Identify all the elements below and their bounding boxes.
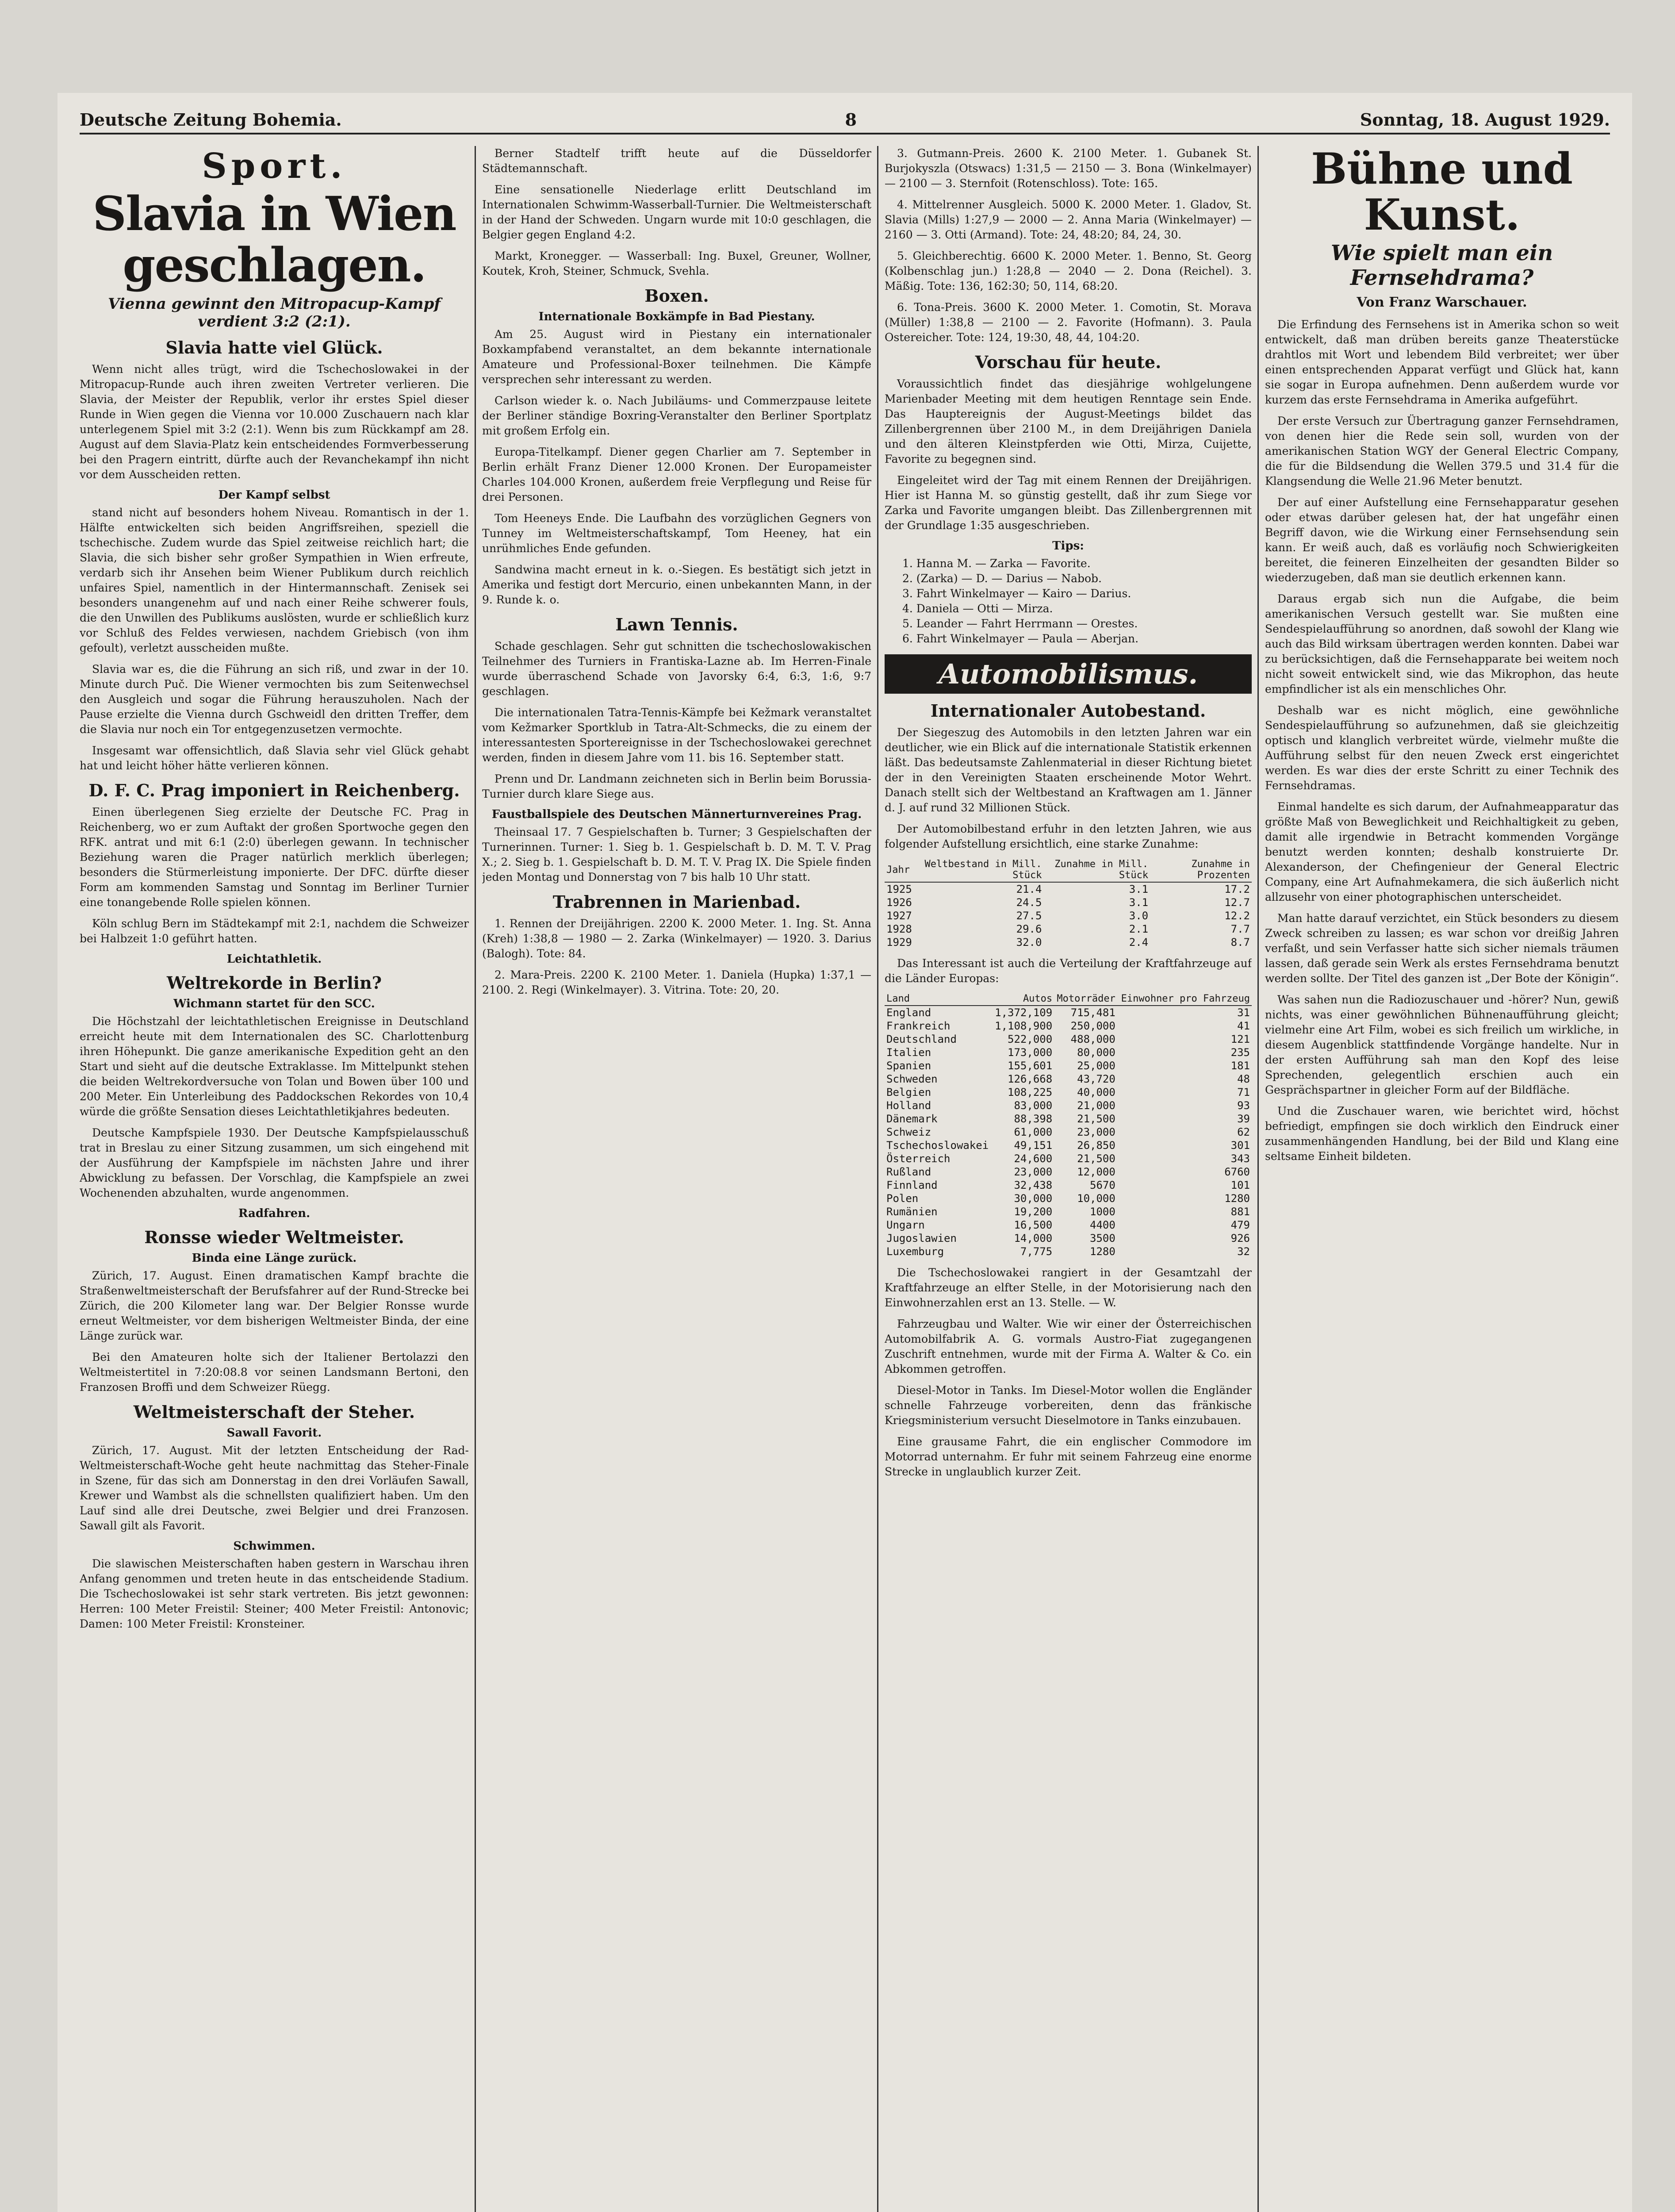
subheadline: Binda eine Länge zurück. <box>192 1252 357 1265</box>
table-cell: 3.0 <box>1129 910 1149 922</box>
article-paragraph: Köln schlug Bern im Städtekampf mit 2:1, nachdem die Schweizer bei Halbzeit 1:0 geführt hatten. <box>80 917 469 945</box>
table-cell: 83,000 <box>1014 1099 1053 1112</box>
table-row <box>885 1218 1252 1232</box>
tips-heading: Tips: <box>1052 539 1084 553</box>
table-row <box>885 1112 1252 1125</box>
newspaper-page <box>57 93 1632 2212</box>
article-paragraph: 1. Rennen der Dreijährigen. 2200 K. 2000 Meter. 1. Ing. St. Anna (Kreh) 1:38,8 — 1980 — 2. Zarka (Winkelmayer) — 1920. 3. Darius (Balogh). Tote: 84. <box>482 917 871 960</box>
table-cell: Belgien <box>886 1086 931 1098</box>
article-paragraph: Was sahen nun die Radiozuschauer und -hörer? Nun, gewiß nichts, was einer gewöhnlichen Bühnenaufführung gleicht; vielmehr eine Art Film, wobei es sich freilich um wirkliche, in diesem Augenblick stattfindende Vorgänge handelte. Nur in der ersten Aufführung sah man den Kopf des leise Sprechenden, gelegentlich erschien auch ein Gesprächspartner in gleicher Form auf der Bildfläche. <box>1265 993 1619 1096</box>
article-paragraph: Der auf einer Aufstellung eine Fernsehapparatur gesehen oder etwas darüber gelesen hat, der hat ungefähr einen Begriff davon, wie die Wirkung einer Fernsehsendung sein kann. Er weiß auch, daß es vorläufig noch Schwierigkeiten bereitet, die feineren Einzelheiten der gesandten Bilder so wiederzugeben, daß man sie deutlich erkennen kann. <box>1265 496 1619 584</box>
table-row <box>885 882 1252 896</box>
table-cell: Deutschland <box>886 1033 957 1045</box>
article-paragraph: Berner Stadtelf trifft heute auf die Düsseldorfer Städtemannschaft. <box>482 147 871 175</box>
world-car-stock-table <box>885 858 1252 949</box>
table-cell: 101 <box>1230 1179 1250 1191</box>
paper-name: Deutsche Zeitung Bohemia. <box>80 109 342 130</box>
table-cell: 12.2 <box>1224 910 1250 922</box>
subheadline: Der Kampf selbst <box>218 488 330 502</box>
table-cell: 26,850 <box>1077 1139 1115 1152</box>
article-paragraph: Die internationalen Tatra-Tennis-Kämpfe bei Kežmark veranstaltet vom Kežmarker Sportklub in Tatra-Alt-Schmecks, die zu einem der interessantesten Sportereignisse in der Tschechoslowakei gerechnet werden, finden in diesem Jahre vom 11. bis 16. September statt. <box>482 706 871 764</box>
tip-item: 6. Fahrt Winkelmayer — Paula — Aberjan. <box>902 632 1139 645</box>
sport-column-3 <box>885 146 1252 2212</box>
table-row <box>885 1139 1252 1152</box>
table-cell: 43,720 <box>1077 1073 1115 1085</box>
headline-deck: Vienna gewinnt den Mitropacup-Kampf verdient 3:2 (2:1). <box>107 295 441 330</box>
table-cell: 30,000 <box>1014 1192 1053 1205</box>
column-header: Land <box>885 992 992 1006</box>
section-label: Radfahren. <box>238 1207 310 1220</box>
page-number: 8 <box>845 109 857 130</box>
article-paragraph: Voraussichtlich findet das diesjährige wohlgelungene Marienbader Meeting mit dem heutigen Renntage sein Ende. Das Hauptereignis der August-Meetings bildet das Zillenbergrennen über 2100 M., in dem Dreijährigen Daniela und den älteren Kleinstpferden wie Otti, Mirza, Cuijette, Favorite zu begegnen sind. <box>885 377 1252 465</box>
article-paragraph: Die Tschechoslowakei rangiert in der Gesamtzahl der Kraftfahrzeuge an elfter Stelle, in der Motorisierung nach den Einwohnerzahlen erst an 13. Stelle. — W. <box>885 1266 1252 1309</box>
table-cell: 7,775 <box>1020 1245 1053 1258</box>
table-cell: 881 <box>1230 1206 1250 1218</box>
table-cell: Italien <box>886 1046 931 1059</box>
table-cell: 926 <box>1230 1232 1250 1244</box>
table-cell: Rußland <box>886 1166 931 1178</box>
arts-section-title: Bühne und Kunst. <box>1311 146 1573 240</box>
table-cell: 71 <box>1237 1086 1250 1098</box>
table-row <box>885 1046 1252 1059</box>
table-row <box>885 1125 1252 1139</box>
article-paragraph: Carlson wieder k. o. Nach Jubiläums- und Commerzpause leitete der Berliner ständige Boxring-Veranstalter den Berliner Sportplatz mit großem Erfolg ein. <box>482 394 871 437</box>
article-headline: Weltrekorde in Berlin? <box>167 973 382 993</box>
table-cell: 181 <box>1230 1060 1250 1072</box>
tip-item: 3. Fahrt Winkelmayer — Kairo — Darius. <box>902 587 1131 600</box>
column-rule <box>1257 146 1259 2212</box>
article-paragraph: Insgesamt war offensichtlich, daß Slavia sehr viel Glück gehabt hat und leicht höher hätte verlieren können. <box>80 744 469 772</box>
article-headline: Internationaler Autobestand. <box>930 701 1206 721</box>
tips-list <box>902 556 1252 646</box>
table-row <box>885 1019 1252 1033</box>
article-paragraph: Schade geschlagen. Sehr gut schnitten die tschechoslowakischen Teilnehmer des Turniers in Frantiska-Lazne ab. Im Herren-Finale wurde überraschend Schade von Javorsky 6:4, 6:3, 1:6, 9:7 geschlagen. <box>482 640 871 698</box>
table-cell: 108,225 <box>1008 1086 1053 1098</box>
tip-item: 4. Daniela — Otti — Mirza. <box>902 602 1053 615</box>
table-row <box>885 1165 1252 1179</box>
article-paragraph: Man hatte darauf verzichtet, ein Stück besonders zu diesem Zweck schreiben zu lassen; es war schon vor dreißig Jahren verfaßt, und sein Verfasser hatte sich sicher niemals träumen lassen, daß gerade sein Werk als erstes Fernsehdrama benutzt werden sollte. Der Titel des ganzen ist „Der Bote der Königin“. <box>1265 912 1619 985</box>
table-cell: 1926 <box>886 896 912 909</box>
table-cell: 80,000 <box>1077 1046 1115 1059</box>
table-cell: Schweiz <box>886 1126 931 1138</box>
table-cell: 10,000 <box>1077 1192 1115 1205</box>
article-paragraph: Das Interessant ist auch die Verteilung der Kraftfahrzeuge auf die Länder Europas: <box>885 957 1252 985</box>
table-header-row <box>885 992 1252 1006</box>
article-paragraph: Die Erfindung des Fernsehens ist in Amerika schon so weit entwickelt, daß man drüben bereits ganze Theaterstücke drahtlos mit Wort und lebendem Bild verbreitet; wer über einen entsprechenden Apparat verfügt und Glück hat, kann sie sogar in Europa aufnehmen. Denn außerdem wurde vor kurzem das erste Fernsehdrama in Amerika aufgeführt. <box>1265 318 1619 406</box>
subheadline: Faustballspiele des Deutschen Männerturnvereines Prag. <box>491 808 862 821</box>
section-label: Leichtathletik. <box>226 952 322 966</box>
table-cell: 24.5 <box>1016 896 1042 909</box>
table-cell: 29.6 <box>1016 923 1042 935</box>
table-cell: 88,398 <box>1014 1113 1053 1125</box>
table-row <box>885 1192 1252 1205</box>
table-row <box>885 1232 1252 1245</box>
table-cell: 14,000 <box>1014 1232 1053 1244</box>
column-rule <box>475 146 476 2212</box>
subheadline: Wichmann startet für den SCC. <box>173 997 375 1010</box>
article-paragraph: Und die Zuschauer waren, wie berichtet wird, höchst befriedigt, empfingen sie doch wirklich den Eindruck einer zusammenhängenden Handlung, bei der Bild und Klang eine seltsame Einheit bildeten. <box>1265 1105 1619 1163</box>
article-paragraph: stand nicht auf besonders hohem Niveau. Romantisch in der 1. Hälfte entwickelten sich beiden Angriffsreihen, speziell die tschechische. Zudem wurde das Spiel zeitweise reichlich hart; die Slavia, die sich bisher sehr großer Sympathien in Wien erfreute, verdarb sich ihr Ansehen beim Wiener Publikum durch reichlich unfaires Spiel, namentlich in der Hintermannschaft. Zenisek sei besonders unangenehm auf und nach einer Reihe schwerer fouls, die den Unwillen des Publikums auslösten, wurde er schließlich kurz vor Schluß des Feldes verwiesen, nachdem Griebisch (von ihm gefoult), verletzt ausscheiden mußte. <box>80 506 469 654</box>
table-cell: 23,000 <box>1014 1166 1053 1178</box>
sport-column-2 <box>482 146 871 2212</box>
subheadline: Sawall Favorit. <box>226 1426 322 1440</box>
article-paragraph: Am 25. August wird in Piestany ein internationaler Boxkampfabend veranstaltet, an dem bekannte internationale Amateure und Professional-Boxer teilnehmen. Die Kämpfe versprechen sehr interessant zu werden. <box>482 328 871 386</box>
table-cell: 21,500 <box>1077 1152 1115 1165</box>
article-paragraph: Deutsche Kampfspiele 1930. Der Deutsche Kampfspielausschuß trat in Breslau zu einer Sitzung zusammen, um sich eingehend mit der Ausführung der Kampfspiele im nächsten Jahre und ihrer Abwicklung zu befassen. Der Vorschlag, die Kampfspiele an zwei Wochenenden abzuhalten, wurde angenommen. <box>80 1126 469 1199</box>
table-row <box>885 1152 1252 1165</box>
column-header: Zunahme in Mill. Stück <box>1043 858 1150 882</box>
table-cell: 21,500 <box>1077 1113 1115 1125</box>
main-headline: Slavia in Wien geschlagen. <box>92 186 456 292</box>
table-cell: Tschechoslowakei <box>886 1139 989 1152</box>
article-paragraph: 2. Mara-Preis. 2200 K. 2100 Meter. 1. Daniela (Hupka) 1:37,1 — 2100. 2. Regi (Winkelmayer). 3. Vitrina. Tote: 20, 20. <box>482 968 871 996</box>
article-paragraph: Daraus ergab sich nun die Aufgabe, die beim amerikanischen Versuch gestellt war. Sie mußten eine Sendespielaufführung so anordnen, daß sowohl der Klang wie auch das Bild wirksam übertragen werden konnten. Dabei war zu berücksichtigen, daß die Fernsehapparate bei weitem noch nicht soweit entwickelt sind, wie das Mikrophon, das heute empfindlicher ist als ein menschliches Ohr. <box>1265 592 1619 695</box>
article-paragraph: Wenn nicht alles trügt, wird die Tschechoslowakei in der Mitropacup-Runde auch ihren zweiten Vertreter verlieren. Die Slavia, der Meister der Republik, verlor ihr erstes Spiel dieser Runde in Wien gegen die Vienna vor 10.000 Zuschauern nach klar unterlegenem Spiel mit 3:2 (2:1). Wenn bis zum Rückkampf am 28. August auf dem Slavia-Platz kein entscheidendes Formverbesserung bei den Pragern eintritt, dürfte auch der Revanchekampf ihn nicht vor dem Ausscheiden retten. <box>80 363 469 481</box>
table-cell: Holland <box>886 1099 931 1112</box>
article-paragraph: Tom Heeneys Ende. Die Laufbahn des vorzüglichen Gegners von Tunney im Weltmeisterschaftskampf, Tom Heeney, hat ein unrühmliches Ende gefunden. <box>482 512 871 555</box>
article-headline: Ronsse wieder Weltmeister. <box>144 1227 404 1247</box>
table-cell: 32 <box>1237 1245 1250 1258</box>
table-cell: 1927 <box>886 910 912 922</box>
article-paragraph: Europa-Titelkampf. Diener gegen Charlier am 7. September in Berlin erhält Franz Diener 12.000 Kronen. Der Europameister Charles 104.000 Kronen, außerdem freie Verpflegung und Reise für drei Personen. <box>482 445 871 503</box>
running-head <box>80 106 1610 134</box>
column-header: Weltbestand in Mill. Stück <box>914 858 1044 882</box>
table-row <box>885 1205 1252 1218</box>
article-paragraph: Markt, Kronegger. — Wasserball: Ing. Buxel, Greuner, Wollner, Koutek, Kroh, Steiner, Schmuck, Svehla. <box>482 250 871 277</box>
table-cell: 488,000 <box>1070 1033 1115 1045</box>
table-cell: 62 <box>1237 1126 1250 1138</box>
table-row <box>885 909 1252 922</box>
arts-column <box>1265 146 1619 2212</box>
article-paragraph: Sandwina macht erneut in k. o.-Siegen. Es bestätigt sich jetzt in Amerika und festigt dort Mercurio, einen unbekannten Mann, in der 9. Runde k. o. <box>482 563 871 606</box>
table-cell: 126,668 <box>1008 1073 1053 1085</box>
table-header-row <box>885 858 1252 882</box>
table-cell: 1280 <box>1224 1192 1250 1205</box>
table-cell: 12.7 <box>1224 896 1250 909</box>
table-cell: Frankreich <box>886 1020 951 1032</box>
table-cell: Dänemark <box>886 1113 938 1125</box>
article-paragraph: Die slawischen Meisterschaften haben gestern in Warschau ihren Anfang genommen und treten heute in das entscheidende Stadium. Die Tschechoslowakei ist sehr stark vertreten. Bis jetzt gewonnen: Herren: 100 Meter Freistil: Steiner; 400 Meter Freistil: Antonovic; Damen: 100 Meter Freistil: Kronsteiner. <box>80 1557 469 1630</box>
tip-item: 1. Hanna M. — Zarka — Favorite. <box>902 557 1091 570</box>
table-cell: Ungarn <box>886 1219 925 1231</box>
article-paragraph: Der Automobilbestand erfuhr in den letzten Jahren, wie aus folgender Aufstellung ersichtlich, eine starke Zunahme: <box>885 822 1252 850</box>
race-result: 5. Gleichberechtig. 6600 K. 2000 Meter. 1. Benno, St. Georg (Kolbenschlag jun.) 1:28,8 — 2040 — 2. Dona (Reichel). 3. Mäßig. Tote: 136, 162:30; 50, 114, 68:20. <box>885 250 1252 292</box>
table-cell: 235 <box>1230 1046 1250 1059</box>
article-paragraph: Bei den Amateuren holte sich der Italiener Bertolazzi den Weltmeistertitel in 7:20:08.8 vor seinen Landsmann Bertoni, den Franzosen Broffi und dem Schweizer Rüegg. <box>80 1351 469 1394</box>
article-paragraph: Einen überlegenen Sieg erzielte der Deutsche FC. Prag in Reichenberg, wo er zum Auftakt der großen Sportwoche gegen den RFK. antrat und mit 6:1 (2:0) überlegen gewann. In technischer Beziehung waren die Prager natürlich merklich überlegen; besonders die Stürmerleistung imponierte. Der DFC. dürfte dieser Form am kommenden Samstag und Sonntag im Berliner Turnier eine tonangebende Rolle spielen können. <box>80 806 469 909</box>
table-row <box>885 1086 1252 1099</box>
table-cell: 32,438 <box>1014 1179 1053 1191</box>
table-cell: 343 <box>1230 1152 1250 1165</box>
table-cell: 39 <box>1237 1113 1250 1125</box>
table-cell: 32.0 <box>1016 936 1042 949</box>
table-cell: 2.4 <box>1129 936 1149 949</box>
table-cell: 48 <box>1237 1073 1250 1085</box>
table-cell: 522,000 <box>1008 1033 1053 1045</box>
table-row <box>885 1006 1252 1019</box>
table-cell: 3.1 <box>1129 896 1149 909</box>
table-cell: 25,000 <box>1077 1060 1115 1072</box>
article-paragraph: Prenn und Dr. Landmann zeichneten sich in Berlin beim Borussia-Turnier durch klare Siege aus. <box>482 772 871 800</box>
article-paragraph: Der erste Versuch zur Übertragung ganzer Fernsehdramen, von denen hier die Rede sein soll, wurden von der amerikanischen Station WGY der General Electric Company, die für die Bildsendung die Wellen 379.5 und 31.4 für die Klangsendung die Welle 21.96 Meter benutzt. <box>1265 415 1619 488</box>
table-cell: 41 <box>1237 1020 1250 1032</box>
section-kicker: Sport. <box>202 146 347 186</box>
article-paragraph: Theinsaal 17. 7 Gespielschaften b. Turner; 3 Gespielschaften der Turnerinnen. Turner: 1. Sieg b. 1. Gespielschaft b. D. M. T. V. Prag X.; 2. Sieg b. 1. Gespielschaft b. D. M. T. V. Prag IX. Die Spiele finden jeden Montag und Donnerstag von 7 bis halb 10 Uhr statt. <box>482 826 871 883</box>
table-cell: 1000 <box>1090 1206 1115 1218</box>
table-cell: 19,200 <box>1014 1206 1053 1218</box>
article-paragraph: Die Höchstzahl der leichtathletischen Ereignisse in Deutschland erreicht heute mit dem Internationalen des SC. Charlottenburg ihren Höhepunkt. Die ganze amerikanische Expedition geht an den Start und sieht auf die deutsche Extraklasse. Im Mittelpunkt stehen die beiden Weltrekordversuche von Tolan und Bowen über 100 und 200 Meter. Ein Unterleibung des Paddockschen Rekordes von 10,4 würde die größte Sensation dieses Leichtathletikjahres bedeuten. <box>80 1015 469 1118</box>
table-cell: 121 <box>1230 1033 1250 1045</box>
article-paragraph: Eine sensationelle Niederlage erlitt Deutschland im Internationalen Schwimm-Wasserball-Turnier. Die Weltmeisterschaft in der Hand der Schweden. Ungarn wurde mit 10:0 geschlagen, die Belgier gegen England 4:2. <box>482 183 871 241</box>
table-cell: 40,000 <box>1077 1086 1115 1098</box>
article-headline: Vorschau für heute. <box>975 352 1161 372</box>
section-label: Schwimmen. <box>233 1540 315 1553</box>
table-cell: 1,372,109 <box>995 1006 1053 1019</box>
table-cell: 1925 <box>886 883 912 895</box>
table-cell: 6760 <box>1224 1166 1250 1178</box>
table-cell: 12,000 <box>1077 1166 1115 1178</box>
table-row <box>885 922 1252 936</box>
article-headline: D. F. C. Prag imponiert in Reichenberg. <box>88 780 460 800</box>
table-cell: Jugoslawien <box>886 1232 957 1244</box>
table-row <box>885 1033 1252 1046</box>
tip-item: 5. Leander — Fahrt Herrmann — Orestes. <box>902 617 1138 630</box>
table-row <box>885 1059 1252 1072</box>
table-cell: 24,600 <box>1014 1152 1053 1165</box>
table-cell: 49,151 <box>1014 1139 1053 1152</box>
article-paragraph: Der Siegeszug des Automobils in den letzten Jahren war ein deutlicher, wie ein Blick auf die internationale Statistik erkennen läßt. Das bedeutsamste Zahlenmaterial in dieser Richtung bietet der in den Vereinigten Staaten erscheinende Motor Wehrt. Danach stellt sich der Weltbestand an Kraftwagen am 1. Jänner d. J. auf rund 32 Millionen Stück. <box>885 726 1252 814</box>
race-result: 3. Gutmann-Preis. 2600 K. 2100 Meter. 1. Gubanek St. Burjokyszla (Otswacs) 1:31,5 — 2150 — 3. Bona (Winkelmayer) — 2100 — 3. Sternfoit (Rotenschloss). Tote: 165. <box>885 147 1252 190</box>
tip-item: 2. (Zarka) — D. — Darius — Nabob. <box>902 572 1102 585</box>
table-cell: 23,000 <box>1077 1126 1115 1138</box>
byline: Von Franz Warschauer. <box>1357 295 1527 310</box>
column-header: Einwohner pro Fahrzeug <box>1117 992 1252 1006</box>
table-row <box>885 1072 1252 1086</box>
table-cell: 3.1 <box>1129 883 1149 895</box>
table-cell: Spanien <box>886 1060 931 1072</box>
table-cell: 715,481 <box>1070 1006 1115 1019</box>
article-paragraph: Eingeleitet wird der Tag mit einem Rennen der Dreijährigen. Hier ist Hanna M. so günstig gestellt, daß ihr zum Siege vor Zarka und Favorite umgangen bleibt. Das Zillenbergrennen mit der Grundlage 1:35 ausgeschrieben. <box>885 474 1252 532</box>
section-label: Lawn Tennis. <box>615 614 738 634</box>
table-row <box>885 1179 1252 1192</box>
article-paragraph: Slavia war es, die die Führung an sich riß, und zwar in der 10. Minute durch Puč. Die Wiener vermochten bis zum Seitenwechsel den Ausgleich und sogar die Führung herauszuholen. Nach der Pause erzielte die Vienna durch Gschweidl den dritten Treffer, dem die Slavia nur noch ein Tor entgegenzusetzen vermochte. <box>80 663 469 736</box>
table-cell: 16,500 <box>1014 1219 1053 1231</box>
table-cell: 17.2 <box>1224 883 1250 895</box>
section-label: Boxen. <box>644 286 709 306</box>
table-cell: 1,108,900 <box>995 1020 1053 1032</box>
table-cell: Polen <box>886 1192 919 1205</box>
race-result: 6. Tona-Preis. 3600 K. 2000 Meter. 1. Comotin, St. Morava (Müller) 1:38,8 — 2100 — 2. Favorite (Hofmann). 3. Paula Ostereicher. Tote: 124, 19:30, 48, 44, 104:20. <box>885 301 1252 344</box>
issue-date: Sonntag, 18. August 1929. <box>1360 109 1610 130</box>
table-cell: 7.7 <box>1230 923 1250 935</box>
article-paragraph: Einmal handelte es sich darum, der Aufnahmeapparatur das größte Maß von Beweglichkeit und Reichhaltigkeit zu geben, damit alle irgendwie in Betracht kommenden Vorgänge benutzt werden konnten; deshalb konstruierte Dr. Alexanderson, der Chefingenieur der General Electric Company, eine Art Aufnahmekamera, die sich äußerlich nicht allzusehr von einer photographischen unterscheidet. <box>1265 800 1619 903</box>
article-headline: Wie spielt man ein Fernsehdrama? <box>1330 241 1553 290</box>
column-rule <box>877 146 878 2212</box>
table-cell: 4400 <box>1090 1219 1115 1231</box>
table-cell: 1280 <box>1090 1245 1115 1258</box>
table-cell: 5670 <box>1090 1179 1115 1191</box>
table-cell: 3500 <box>1090 1232 1115 1244</box>
table-cell: Luxemburg <box>886 1245 944 1258</box>
column-header: Jahr <box>885 858 914 882</box>
table-row <box>885 896 1252 909</box>
article-paragraph: Zürich, 17. August. Mit der letzten Entscheidung der Rad-Weltmeisterschaft-Woche geht heute nachmittag das Steher-Finale in Szene, für das sich am Donnerstag in den drei Vorläufen Sawall, Krewer und Wambst als die schnellsten qualifiziert haben. Um den Lauf sind alle drei Deutsche, zwei Belgier und drei Franzosen. Sawall gilt als Favorit. <box>80 1444 469 1532</box>
table-cell: 479 <box>1230 1219 1250 1231</box>
table-row <box>885 1099 1252 1112</box>
article-paragraph: Diesel-Motor in Tanks. Im Diesel-Motor wollen die Engländer schnelle Fahrzeuge vorbereiten, denn das fränkische Kriegsministerium versucht Dieselmotore in Tanks einzubauen. <box>885 1384 1252 1427</box>
article-paragraph: Deshalb war es nicht möglich, eine gewöhnliche Sendespielaufführung so aufzunehmen, daß sie gleichzeitig optisch und klanglich verbreitet würde, vielmehr mußte die Aufführung selbst für den neuen Zweck erst eingerichtet werden. Es war dies der erste Schritt zu einer Technik des Fernsehdramas. <box>1265 704 1619 792</box>
table-cell: 1929 <box>886 936 912 949</box>
table-cell: 31 <box>1237 1006 1250 1019</box>
article-paragraph: Zürich, 17. August. Einen dramatischen Kampf brachte die Straßenweltmeisterschaft der Berufsfahrer auf der Rund-Strecke bei Zürich, die 200 Kilometer lang war. Der Belgier Ronsse wurde erneut Weltmeister, vor dem bisherigen Weltmeister Binda, der eine Länge zurück war. <box>80 1269 469 1342</box>
table-row <box>885 1245 1252 1258</box>
table-cell: 27.5 <box>1016 910 1042 922</box>
table-cell: Rumänien <box>886 1206 938 1218</box>
table-cell: 2.1 <box>1129 923 1149 935</box>
article-headline: Weltmeisterschaft der Steher. <box>133 1402 415 1422</box>
table-cell: 1928 <box>886 923 912 935</box>
table-cell: 61,000 <box>1014 1126 1053 1138</box>
table-cell: 301 <box>1230 1139 1250 1152</box>
column-header: Zunahme in Prozenten <box>1150 858 1252 882</box>
europe-car-stock-table <box>885 992 1252 1258</box>
table-cell: Schweden <box>886 1073 938 1085</box>
table-cell: England <box>886 1006 931 1019</box>
subheadline: Internationale Boxkämpfe in Bad Piestany. <box>538 310 815 323</box>
table-cell: 21,000 <box>1077 1099 1115 1112</box>
table-cell: 21.4 <box>1016 883 1042 895</box>
column-header: Autos <box>992 992 1054 1006</box>
table-cell: 250,000 <box>1070 1020 1115 1032</box>
article-paragraph: Eine grausame Fahrt, die ein englischer Commodore im Motorrad unternahm. Er fuhr mit seinem Fahrzeug eine enorme Strecke in unglaublich kurzer Zeit. <box>885 1435 1252 1478</box>
table-cell: Österreich <box>886 1152 951 1165</box>
table-cell: Finnland <box>886 1179 938 1191</box>
table-cell: 173,000 <box>1008 1046 1053 1059</box>
table-cell: 93 <box>1237 1099 1250 1112</box>
section-banner: Automobilismus. <box>885 654 1252 694</box>
article-paragraph: Fahrzeugbau und Walter. Wie wir einer der Österreichischen Automobilfabrik A. G. vormals Austro-Fiat zugegangenen Zuschrift entnehmen, wurde mit der Firma A. Walter & Co. ein Abkommen getroffen. <box>885 1317 1252 1375</box>
table-row <box>885 936 1252 949</box>
table-cell: 155,601 <box>1008 1060 1053 1072</box>
table-cell: 8.7 <box>1230 936 1250 949</box>
sport-column-1 <box>80 146 469 2212</box>
subheadline: Slavia hatte viel Glück. <box>165 338 383 357</box>
race-result: 4. Mittelrenner Ausgleich. 5000 K. 2000 Meter. 1. Gladov, St. Slavia (Mills) 1:27,9 — 2000 — 2. Anna Maria (Winkelmayer) — 2160 — 3. Otti (Armand). Tote: 24, 48:20; 84, 24, 30. <box>885 198 1252 241</box>
column-header: Motorräder <box>1054 992 1117 1006</box>
article-headline: Trabrennen in Marienbad. <box>552 892 801 912</box>
